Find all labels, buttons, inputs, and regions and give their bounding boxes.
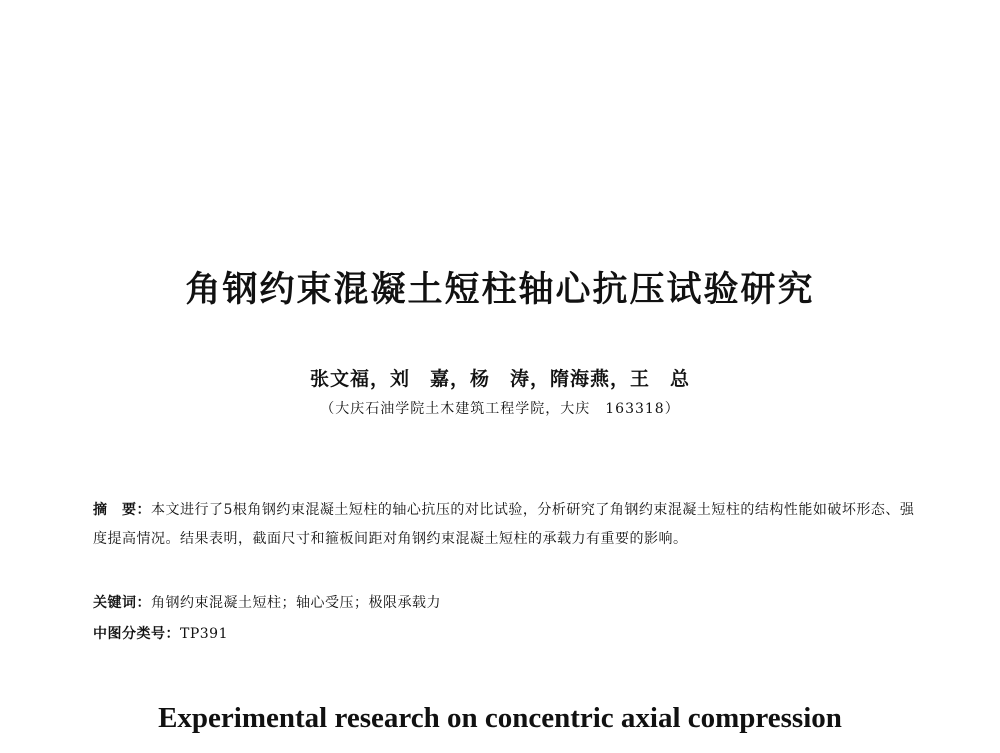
classification-value: TP391 — [180, 626, 228, 642]
classification-number — [93, 623, 228, 643]
abstract — [93, 496, 915, 554]
abstract-text: 本文进行了5根角钢约束混凝土短柱的轴心抗压的对比试验，分析研究了角钢约束混凝土短柱的结构性能如破坏形态、强度提高情况。结果表明，截面尺寸和箍板间距对角钢约束混凝土短柱的承载力有重要的影响。 — [93, 502, 915, 547]
affiliation: （大庆石油学院土木建筑工程学院，大庆 163318） — [320, 401, 680, 417]
paper-title: 角钢约束混凝土短柱轴心抗压试验研究 — [185, 270, 815, 310]
classification-label: 中图分类号： — [93, 626, 180, 642]
author-list: 张文福，刘 嘉，杨 涛，隋海燕，王 总 — [309, 368, 690, 390]
keywords-label: 关键词： — [93, 595, 151, 611]
abstract-label: 摘 要： — [93, 502, 151, 518]
keywords-text: 角钢约束混凝土短柱；轴心受压；极限承载力 — [151, 595, 441, 611]
keywords — [93, 592, 441, 612]
english-title: Experimental research on concentric axial compression — [158, 702, 842, 734]
